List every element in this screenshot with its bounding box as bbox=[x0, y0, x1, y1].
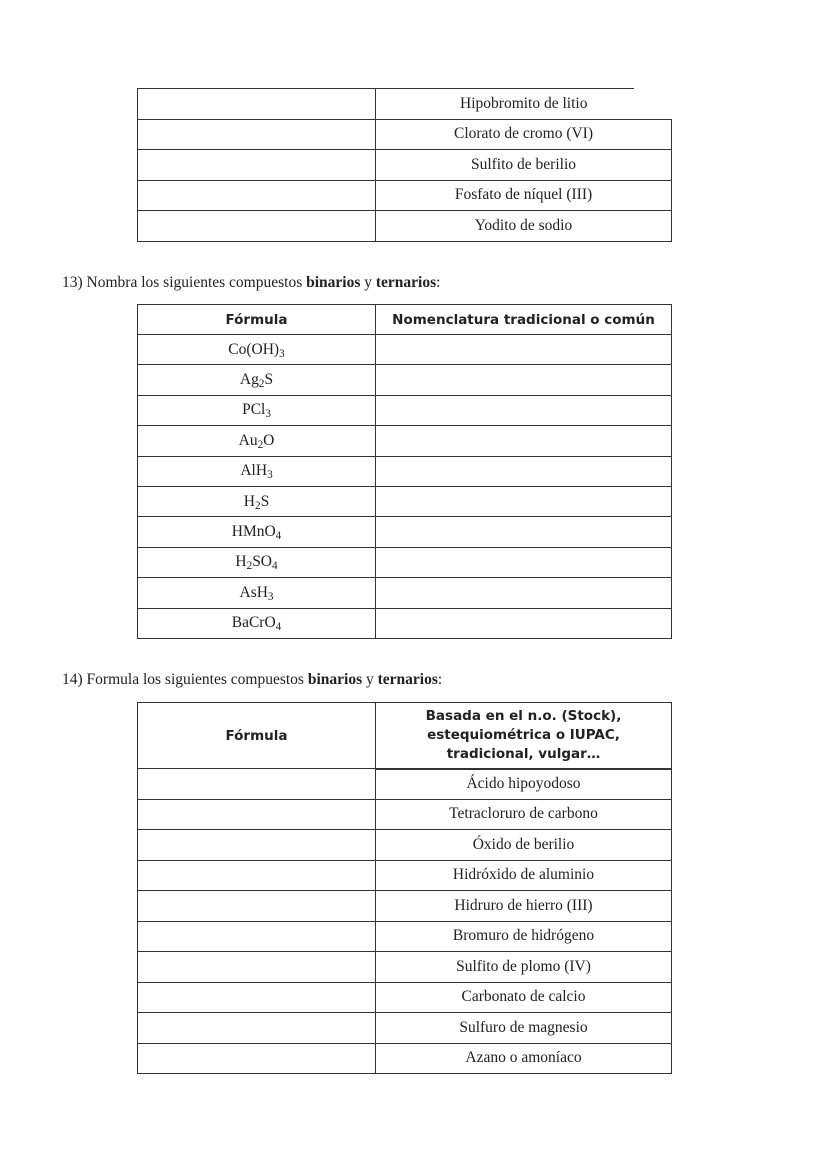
table-q14 bbox=[137, 702, 672, 1074]
table-row bbox=[138, 395, 672, 425]
compound-name-cell: Sulfito de plomo (IV) bbox=[376, 952, 672, 983]
compound-name-cell: Fosfato de níquel (III) bbox=[376, 180, 672, 211]
table-row bbox=[138, 456, 672, 486]
formula-answer-cell[interactable] bbox=[138, 1043, 376, 1074]
formula-subscript: 3 bbox=[267, 469, 273, 482]
nomenclature-answer-cell[interactable] bbox=[376, 426, 672, 456]
header-formula: Fórmula bbox=[138, 703, 376, 769]
formula-cell bbox=[138, 578, 376, 608]
formula-cell bbox=[138, 335, 376, 365]
table-row bbox=[138, 982, 672, 1013]
formula-answer-cell[interactable] bbox=[138, 830, 376, 861]
nomenclature-answer-cell[interactable] bbox=[376, 395, 672, 425]
formula-cell bbox=[138, 547, 376, 577]
table-row bbox=[138, 119, 672, 150]
compound-name-cell: Sulfuro de magnesio bbox=[376, 1013, 672, 1044]
table-q13 bbox=[137, 304, 672, 639]
formula-text: Au bbox=[238, 431, 258, 449]
formula-text: H bbox=[235, 553, 247, 571]
formula-text: S bbox=[264, 371, 274, 389]
header-nomenclature: Nomenclatura tradicional o común bbox=[376, 305, 672, 335]
formula-answer-cell[interactable] bbox=[138, 769, 376, 800]
formula-subscript: 2 bbox=[258, 377, 265, 390]
formula-answer-cell[interactable] bbox=[138, 860, 376, 891]
formula-text: Co(OH) bbox=[228, 340, 280, 358]
formula-text: O bbox=[263, 431, 275, 449]
formula-text: AlH bbox=[240, 462, 268, 480]
table-row bbox=[138, 426, 672, 456]
table-row bbox=[138, 891, 672, 922]
formula-subscript: 2 bbox=[246, 560, 253, 573]
table-row bbox=[138, 860, 672, 891]
table-row bbox=[138, 517, 672, 547]
table-row bbox=[138, 1043, 672, 1074]
formula-cell bbox=[138, 426, 376, 456]
formula-text: PCl bbox=[242, 401, 266, 419]
compound-name-cell: Óxido de berilio bbox=[376, 830, 672, 861]
formula-subscript: 2 bbox=[257, 438, 264, 451]
compound-name-cell: Tetracloruro de carbono bbox=[376, 799, 672, 830]
table-row bbox=[138, 1013, 672, 1044]
table-row bbox=[138, 608, 672, 638]
formula-cell bbox=[138, 486, 376, 516]
compound-name-cell: Ácido hipoyodoso bbox=[376, 769, 672, 800]
formula-text: AsH bbox=[239, 583, 268, 601]
formula-subscript: 2 bbox=[255, 499, 261, 512]
formula-answer-cell[interactable] bbox=[138, 211, 376, 242]
formula-cell bbox=[138, 608, 376, 638]
formula-subscript: 3 bbox=[265, 408, 271, 421]
formula-answer-cell[interactable] bbox=[138, 799, 376, 830]
table-row bbox=[138, 921, 672, 952]
formula-answer-cell[interactable] bbox=[138, 119, 376, 150]
header-nomenclature-types: Basada en el n.o. (Stock), estequiométrica o IUPAC, tradicional, vulgar… bbox=[376, 703, 672, 769]
nomenclature-answer-cell[interactable] bbox=[376, 608, 672, 638]
table-row bbox=[138, 180, 672, 211]
table-row bbox=[138, 211, 672, 242]
formula-answer-cell[interactable] bbox=[138, 89, 376, 120]
compound-name-cell: Hipobromito de litio bbox=[376, 89, 672, 120]
formula-subscript: 4 bbox=[275, 620, 282, 633]
formula-text: H bbox=[243, 492, 255, 510]
table-row bbox=[138, 547, 672, 577]
formula-subscript: 3 bbox=[267, 590, 274, 603]
compound-name-cell: Bromuro de hidrógeno bbox=[376, 921, 672, 952]
compound-name-cell: Carbonato de calcio bbox=[376, 982, 672, 1013]
formula-answer-cell[interactable] bbox=[138, 982, 376, 1013]
compound-name-cell: Hidruro de hierro (III) bbox=[376, 891, 672, 922]
table-row bbox=[138, 335, 672, 365]
table-row bbox=[138, 578, 672, 608]
formula-cell bbox=[138, 456, 376, 486]
nomenclature-answer-cell[interactable] bbox=[376, 335, 672, 365]
formula-text: S bbox=[260, 492, 270, 510]
formula-subscript: 4 bbox=[272, 560, 278, 573]
nomenclature-answer-cell[interactable] bbox=[376, 578, 672, 608]
compound-name-cell: Yodito de sodio bbox=[376, 211, 672, 242]
table-row bbox=[138, 830, 672, 861]
compound-name-cell: Clorato de cromo (VI) bbox=[376, 119, 672, 150]
nomenclature-answer-cell[interactable] bbox=[376, 486, 672, 516]
table-row bbox=[138, 150, 672, 181]
compound-name-cell: Sulfito de berilio bbox=[376, 150, 672, 181]
formula-text: HMnO bbox=[231, 523, 276, 541]
nomenclature-answer-cell[interactable] bbox=[376, 456, 672, 486]
formula-answer-cell[interactable] bbox=[138, 891, 376, 922]
header-formula: Fórmula bbox=[138, 305, 376, 335]
table-row bbox=[138, 486, 672, 516]
formula-answer-cell[interactable] bbox=[138, 952, 376, 983]
table-row bbox=[138, 769, 672, 800]
table-q12-continued bbox=[137, 88, 672, 242]
formula-text: Ag bbox=[239, 371, 259, 389]
table-row bbox=[138, 799, 672, 830]
formula-subscript: 4 bbox=[275, 529, 282, 542]
compound-name-cell: Hidróxido de aluminio bbox=[376, 860, 672, 891]
nomenclature-answer-cell[interactable] bbox=[376, 365, 672, 395]
formula-subscript: 3 bbox=[279, 347, 285, 360]
formula-text: SO bbox=[252, 553, 273, 571]
formula-answer-cell[interactable] bbox=[138, 180, 376, 211]
nomenclature-answer-cell[interactable] bbox=[376, 547, 672, 577]
compound-name-cell: Azano o amoníaco bbox=[376, 1043, 672, 1074]
table-row bbox=[138, 365, 672, 395]
table-row bbox=[138, 89, 672, 120]
table-row bbox=[138, 952, 672, 983]
question-14: 14) Formula los siguientes compuestos binarios y ternarios: bbox=[62, 671, 443, 688]
formula-text: BaCrO bbox=[231, 614, 276, 632]
formula-cell bbox=[138, 395, 376, 425]
question-13: 13) Nombra los siguientes compuestos binarios y ternarios: bbox=[62, 274, 441, 291]
formula-cell bbox=[138, 365, 376, 395]
formula-answer-cell[interactable] bbox=[138, 150, 376, 181]
nomenclature-answer-cell[interactable] bbox=[376, 517, 672, 547]
formula-answer-cell[interactable] bbox=[138, 921, 376, 952]
formula-answer-cell[interactable] bbox=[138, 1013, 376, 1044]
formula-cell bbox=[138, 517, 376, 547]
